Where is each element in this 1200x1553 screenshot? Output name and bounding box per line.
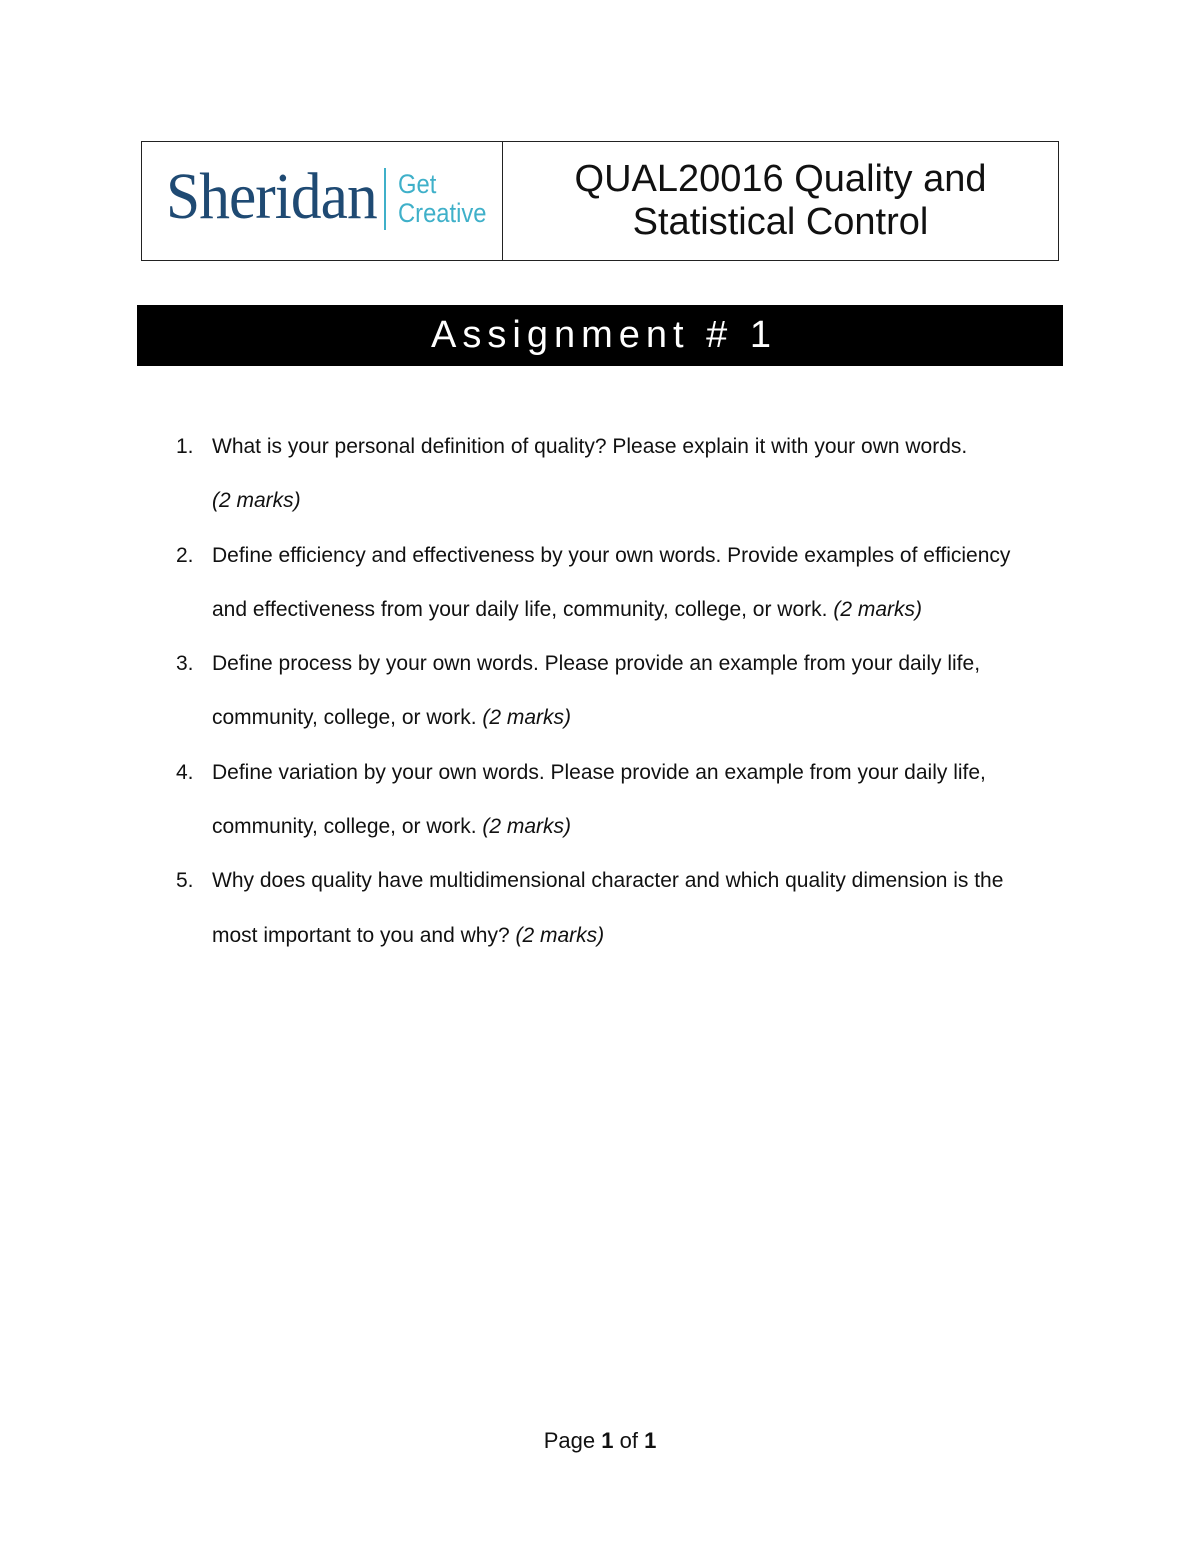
page-footer bbox=[0, 1428, 1200, 1454]
question-marks: (2 marks) bbox=[515, 923, 605, 947]
question-marks: (2 marks) bbox=[833, 597, 922, 621]
logo-tagline bbox=[398, 170, 486, 228]
logo-cell bbox=[142, 142, 503, 260]
question-number: 3. bbox=[176, 652, 194, 676]
question-text: Why does quality have multidimensional character and which quality dimension is the most important to you and why? bbox=[212, 869, 1004, 947]
logo-tagline-line2: Creative bbox=[398, 198, 487, 228]
sheridan-logo-wordmark: Sheridan bbox=[166, 160, 377, 233]
question-text-wrapper bbox=[212, 529, 1048, 638]
question-marks: (2 marks) bbox=[212, 489, 301, 513]
question-text: Define variation by your own words. Please provide an example from your daily life, community, college, or work. bbox=[212, 760, 986, 839]
question-item-5 bbox=[176, 854, 1076, 963]
question-text-wrapper bbox=[212, 854, 1048, 963]
question-number: 2. bbox=[176, 543, 194, 567]
question-marks: (2 marks) bbox=[482, 815, 572, 839]
course-title: QUAL20016 Quality and Statistical Control bbox=[574, 158, 987, 243]
question-number: 5. bbox=[176, 869, 194, 893]
question-item-2 bbox=[176, 529, 1076, 638]
footer-total-pages: 1 bbox=[644, 1428, 657, 1453]
question-item-1 bbox=[176, 420, 1076, 529]
question-text-wrapper bbox=[212, 420, 1048, 529]
logo-divider-bar bbox=[384, 168, 386, 230]
assignment-title: Assignment # 1 bbox=[431, 314, 777, 356]
assignment-banner bbox=[137, 305, 1063, 366]
question-text: Define process by your own words. Please provide an example from your daily life, community, college, or work. bbox=[212, 652, 981, 730]
question-item-3 bbox=[176, 637, 1076, 746]
question-text: What is your personal definition of quality? Please explain it with your own words. bbox=[212, 435, 968, 458]
question-number: 1. bbox=[176, 435, 194, 458]
footer-of-word: of bbox=[619, 1428, 638, 1453]
question-text: Define efficiency and effectiveness by your own words. Provide examples of efficiency and effectiveness from your daily life, community, college, or work. bbox=[212, 543, 1011, 621]
question-list bbox=[176, 420, 1076, 963]
question-marks: (2 marks) bbox=[482, 706, 572, 730]
footer-current-page: 1 bbox=[601, 1428, 614, 1453]
question-number: 4. bbox=[176, 760, 194, 784]
header-table bbox=[141, 141, 1059, 261]
question-item-4 bbox=[176, 746, 1076, 855]
question-text-wrapper bbox=[212, 637, 1048, 746]
title-cell bbox=[503, 142, 1058, 260]
footer-page-word: Page bbox=[543, 1428, 596, 1453]
question-text-wrapper bbox=[212, 746, 1048, 855]
logo-tagline-line1: Get bbox=[398, 169, 437, 199]
